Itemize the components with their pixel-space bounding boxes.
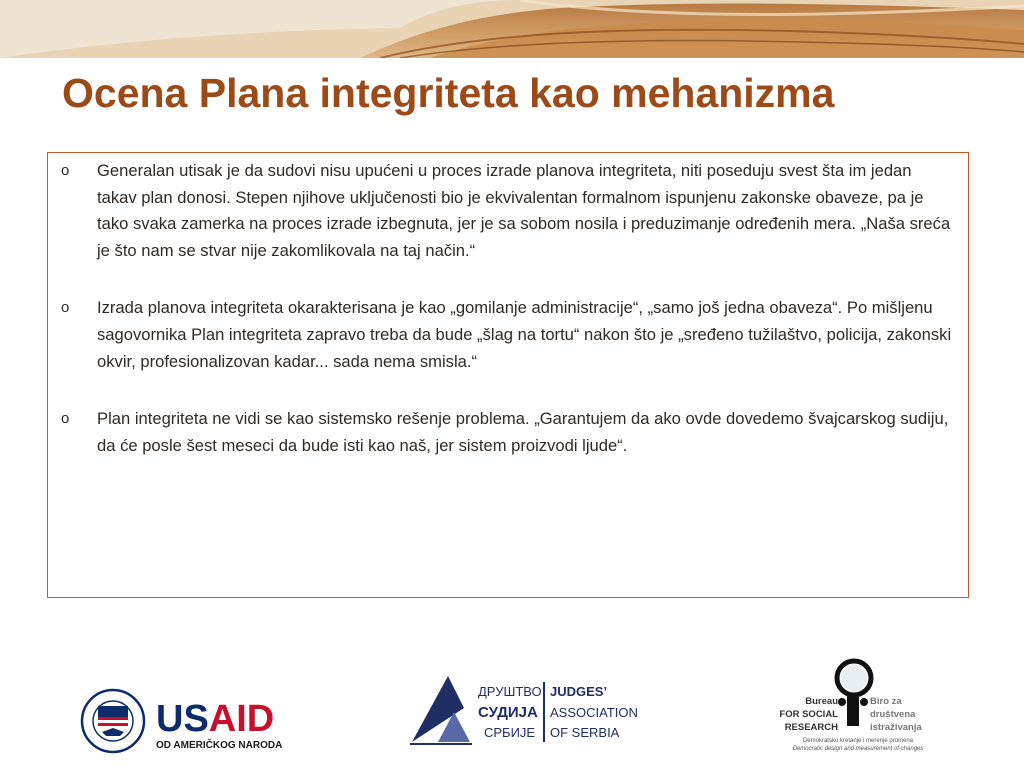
book-pages-image [0,0,1024,58]
bullet-text: Generalan utisak je da sudovi nisu upućeni u proces izrade planova integriteta, niti poseduju svest šta im jedan takav plan donosi. Stepen njihove uključenosti bio je ekvivalentan formalnom ispunjenu zakonske obaveze, pa je tako svaka zamerka na proces izrade izbegnuta, jer je sa sobom nosila i preduzimanje određenih mera. „Naša sreća je što nam se stvar nije zakomlikovala na taj način.“ [97,161,951,260]
bureau-right-line-3: istraživanja [870,722,922,733]
usaid-wordmark-aid: AID [208,698,275,740]
usaid-tagline: OD AMERIČKOG NARODA [156,740,283,751]
bullet-text: Izrada planova integriteta okarakterisana je kao „gomilanje administracije“, „samo još jedna obaveza“. Po mišljenu sagovornika Plan integriteta zapravo treba da bude „šlag na tortu“ nakon što je „sređeno tužilaštvo, policija, zakonski okvir, profesionalizovan kadar... sada nema smisla.“ [97,298,952,371]
usaid-seal-icon [82,690,144,752]
footer-logos [0,648,1024,768]
usaid-wordmark-us: US [156,698,209,740]
bureau-left-line-3: RESEARCH [784,722,838,733]
judges-latin-line-1: JUDGES’ [550,684,608,699]
bureau-tagline-1: Demokratsko kretanje i merenje promena [802,738,914,744]
bullet-marker: o [61,162,70,179]
triangle-emblem-icon [410,676,472,744]
bureau-tagline-2: Democratic design and measurement of changes [792,746,924,752]
bullet-marker: o [61,410,70,428]
svg-text:USAID [156,698,274,740]
usaid-logo [80,688,310,754]
judges-cyrillic-line-2: СУДИЈА [478,704,538,721]
bullet-marker: o [61,299,70,317]
bureau-social-research-logo [774,656,974,760]
judges-latin-line-3: OF SERBIA [550,725,620,740]
bullet-text: Plan integriteta ne vidi se kao sistemsko rešenje problema. „Garantujem da ako ovde dovedemo švajcarskog sudiju, da će posle šest meseci da bude isti kao naš, jer sistem proizvodi ljude“. [97,409,949,455]
judges-association-logo [408,668,638,748]
slide-title: Ocena Plana integriteta kao mehanizma [62,70,835,116]
bureau-left-line-1: Bureau [805,696,838,707]
bureau-left-line-2: FOR SOCIAL [779,709,838,720]
bullet-list [48,158,968,459]
content-box [47,152,969,598]
bureau-right-line-2: društvena [870,709,916,720]
judges-latin-line-2: ASSOCIATION [550,705,638,720]
decorative-banner [0,0,1024,58]
bureau-right-line-1: Biro za [870,696,902,707]
bullet-item [48,158,968,264]
judges-cyrillic-line-3: СРБИЈЕ [484,725,536,740]
bullet-item [48,406,968,459]
magnifying-glass-icon [837,661,871,726]
bullet-item [48,295,968,375]
judges-cyrillic-line-1: ДРУШТВО [478,684,542,699]
